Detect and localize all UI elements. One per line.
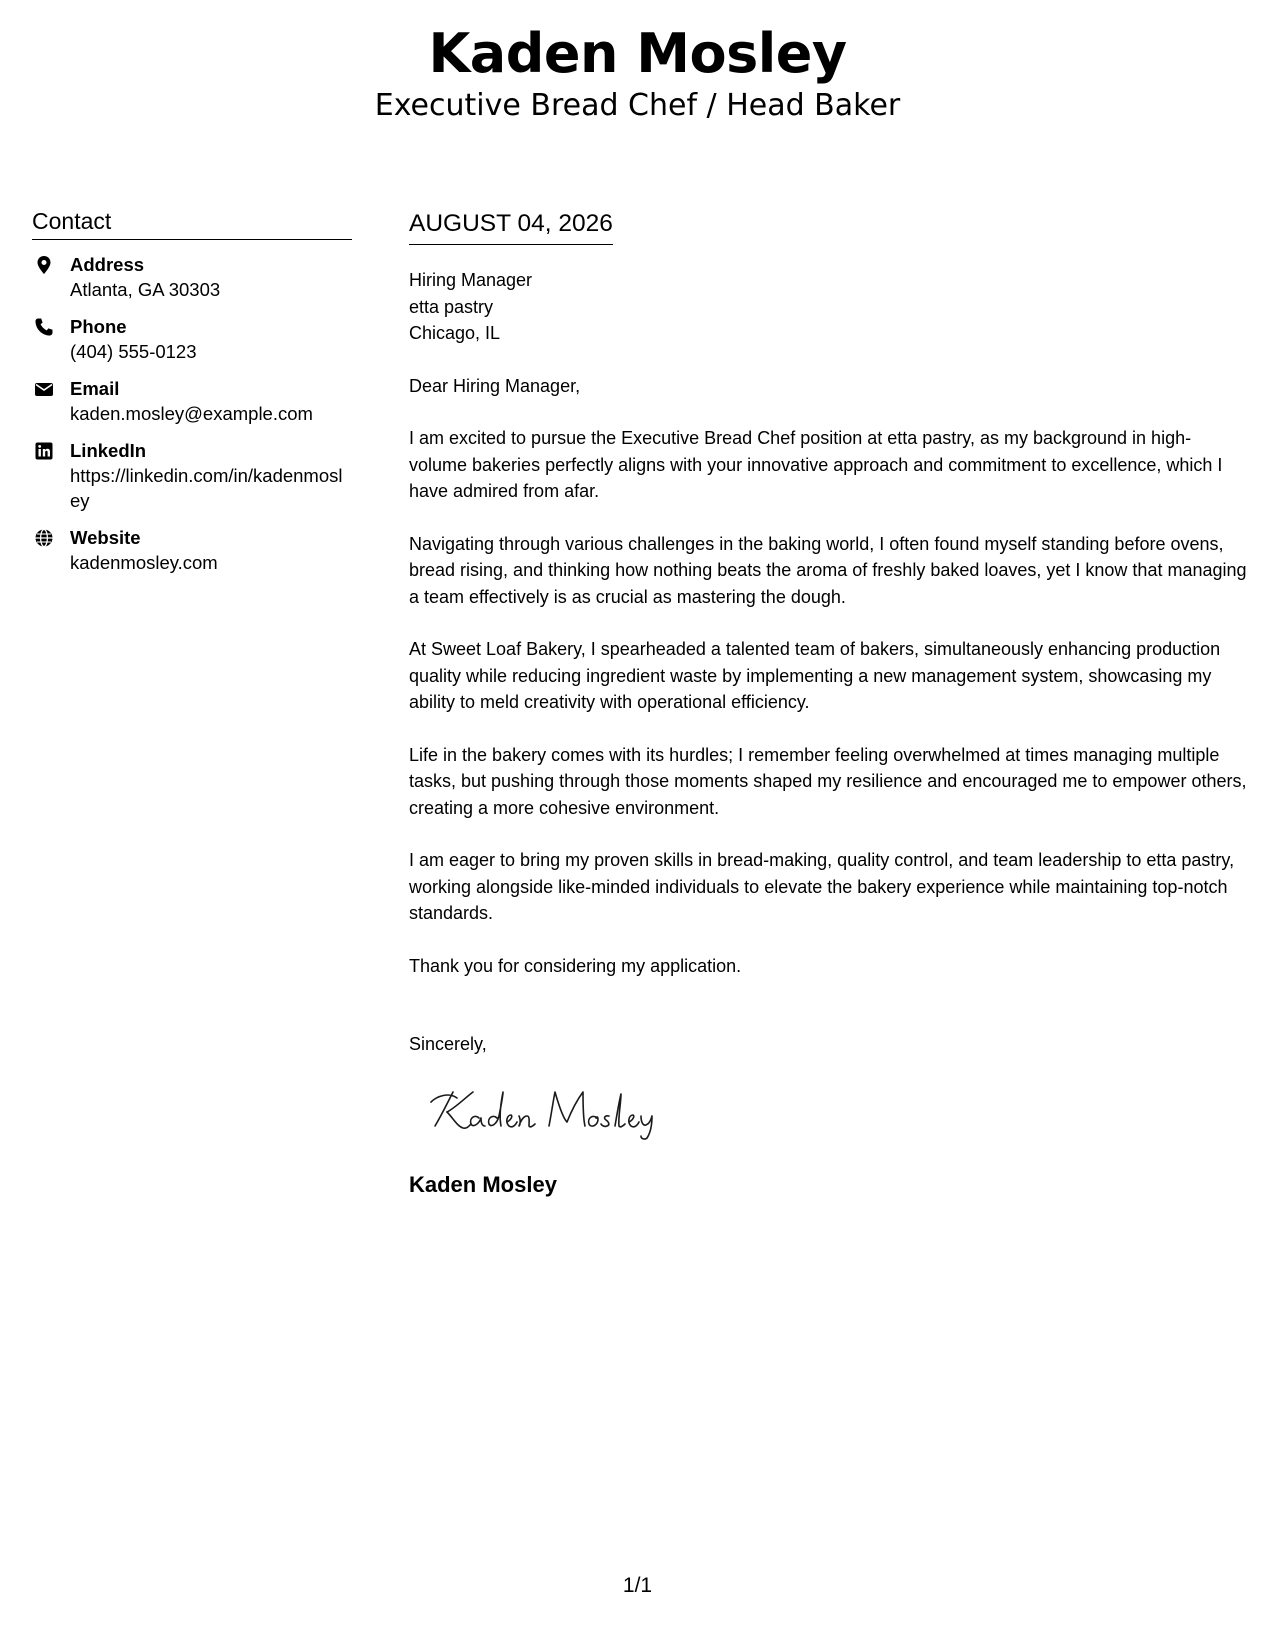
phone-icon	[34, 317, 54, 337]
map-pin-icon	[34, 255, 54, 275]
contact-value[interactable]: kaden.mosley@example.com	[70, 403, 313, 424]
letter-header	[0, 22, 1275, 124]
letter-paragraph: I am excited to pursue the Executive Bread Chef position at etta pastry, as my background in high-volume bakeries perfectly aligns with your innovative approach and commitment to excellence, which I have admired from afar.	[409, 428, 1223, 501]
letter-paragraph: Thank you for considering my application.	[409, 955, 742, 976]
contact-item-email	[32, 376, 352, 426]
letter-paragraph: I am eager to bring my proven skills in bread-making, quality control, and team leadership to etta pastry, working alongside like-minded individuals to elevate the bakery experience while maintaining top-notch standards.	[409, 850, 1235, 923]
recipient-line: Chicago, IL	[409, 323, 501, 343]
contact-value: Atlanta, GA 30303	[70, 279, 221, 300]
page-number: 1/1	[622, 1574, 653, 1597]
linkedin-icon	[34, 441, 54, 461]
letter-paragraph: Life in the bakery comes with its hurdles; I remember feeling overwhelmed at times managing multiple tasks, but pushing through those moments shaped my resilience and encouraged me to empower others, creating a more cohesive environment.	[409, 744, 1247, 818]
globe-icon	[34, 528, 54, 548]
contact-value[interactable]: https://linkedin.com/in/kadenmosley	[70, 465, 343, 511]
recipient-block	[409, 267, 1247, 347]
contact-label: Address	[70, 254, 145, 275]
contact-label: LinkedIn	[70, 440, 147, 461]
letter-paragraph: At Sweet Loaf Bakery, I spearheaded a talented team of bakers, simultaneously enhancing production quality while reducing ingredient waste by implementing a new management system, showcasing my ability to meld creativity with operational efficiency.	[409, 639, 1221, 712]
envelope-icon	[34, 379, 54, 399]
contact-heading: Contact	[32, 206, 352, 240]
contact-item-website	[32, 525, 352, 575]
contact-label: Email	[70, 378, 120, 399]
contact-label: Phone	[70, 316, 127, 337]
applicant-role: Executive Bread Chef / Head Baker	[374, 88, 901, 123]
handwritten-signature	[427, 1082, 667, 1142]
closing: Sincerely,	[409, 1034, 487, 1054]
applicant-name: Kaden Mosley	[428, 22, 847, 85]
contact-value: (404) 555-0123	[70, 341, 197, 362]
contact-label: Website	[70, 527, 141, 548]
contact-sidebar	[32, 206, 352, 587]
contact-item-address	[32, 252, 352, 302]
letter-paragraph: Navigating through various challenges in the baking world, I often found myself standing before ovens, bread rising, and thinking how nothing beats the aroma of freshly baked loaves, yet I know that managing a team effectively is as crucial as mastering the dough.	[409, 533, 1247, 607]
recipient-line: etta pastry	[409, 296, 494, 317]
recipient-line: Hiring Manager	[409, 270, 533, 290]
letter-date: AUGUST 04, 2026	[409, 208, 613, 245]
salutation: Dear Hiring Manager,	[409, 375, 581, 396]
contact-value[interactable]: kadenmosley.com	[70, 552, 218, 573]
contact-item-linkedin	[32, 438, 352, 513]
contact-item-phone	[32, 314, 352, 364]
letter-body	[409, 208, 1247, 1199]
signer-name: Kaden Mosley	[409, 1172, 557, 1197]
